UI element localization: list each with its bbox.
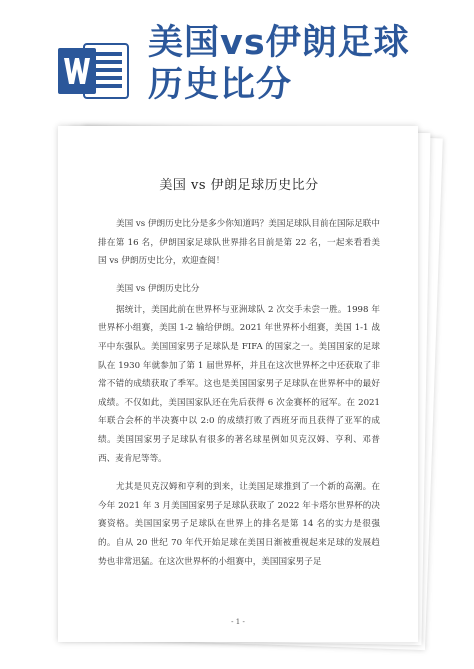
page-content xyxy=(98,174,380,581)
word-icon xyxy=(58,38,130,104)
body-paragraph-1: 据统计，美国此前在世界杯与亚洲球队 2 次交手未尝一胜。1998 年世界杯小组赛，美国 1-2 输给伊朗。2021 年世界杯小组赛，美国 1-1 战平中东强队。美国国家男子足球队是 FIFA 的国家之一。美国国家的足球队在 1930 年就参加了第 1 届世界杯，并且在这次世界杯之中还获取了非常不错的成绩获取了季军。这也是美国国家男子足球队在世界杯中的最好成绩。不仅如此，美国国家队还在先后获得 6 次金赛杯的冠军。在 2021 年联合会杯的半决赛中以 2:0 的成绩打败了西班牙而且获得了亚军的成绩。美国国家男子足球队有很多的著名球星例如贝克汉姆、亨利、邓普西、麦肯尼等等。 xyxy=(98,304,380,464)
body-paragraph-2: 尤其是贝克汉姆和亨利的到来，让美国足球推到了一个新的高潮。在今年 2021 年 3 月美国国家男子足球队获取了 2022 年卡塔尔世界杯的决赛资格。美国国家男子足球队在世界上的排名是第 14 名的实力是很强的。自从 20 世纪 70 年代开始足球在美国日渐被重视起来足球的发展趋势也非常迅猛。在这次世界杯的小组赛中，美国国家男子足 xyxy=(98,482,380,567)
title-line-2: 历史比分 xyxy=(148,65,293,105)
document-page xyxy=(58,126,418,642)
document-preview xyxy=(58,126,418,651)
document-header xyxy=(0,0,474,118)
section-label: 美国 vs 伊朗历史比分 xyxy=(116,283,200,294)
title-line-1: 美国vs伊朗足球 xyxy=(148,23,410,63)
intro-paragraph: 美国 vs 伊朗历史比分是多少你知道吗？美国足球队目前在国际足联中排在第 16 名，伊朗国家足球队世界排名目前是第 22 名，一起来看看美国 vs 伊朗历史比分，欢迎查阅！ xyxy=(98,219,380,267)
document-title xyxy=(148,22,448,106)
page-number: - 1 - xyxy=(231,618,245,626)
page-heading: 美国 vs 伊朗足球历史比分 xyxy=(159,178,319,193)
